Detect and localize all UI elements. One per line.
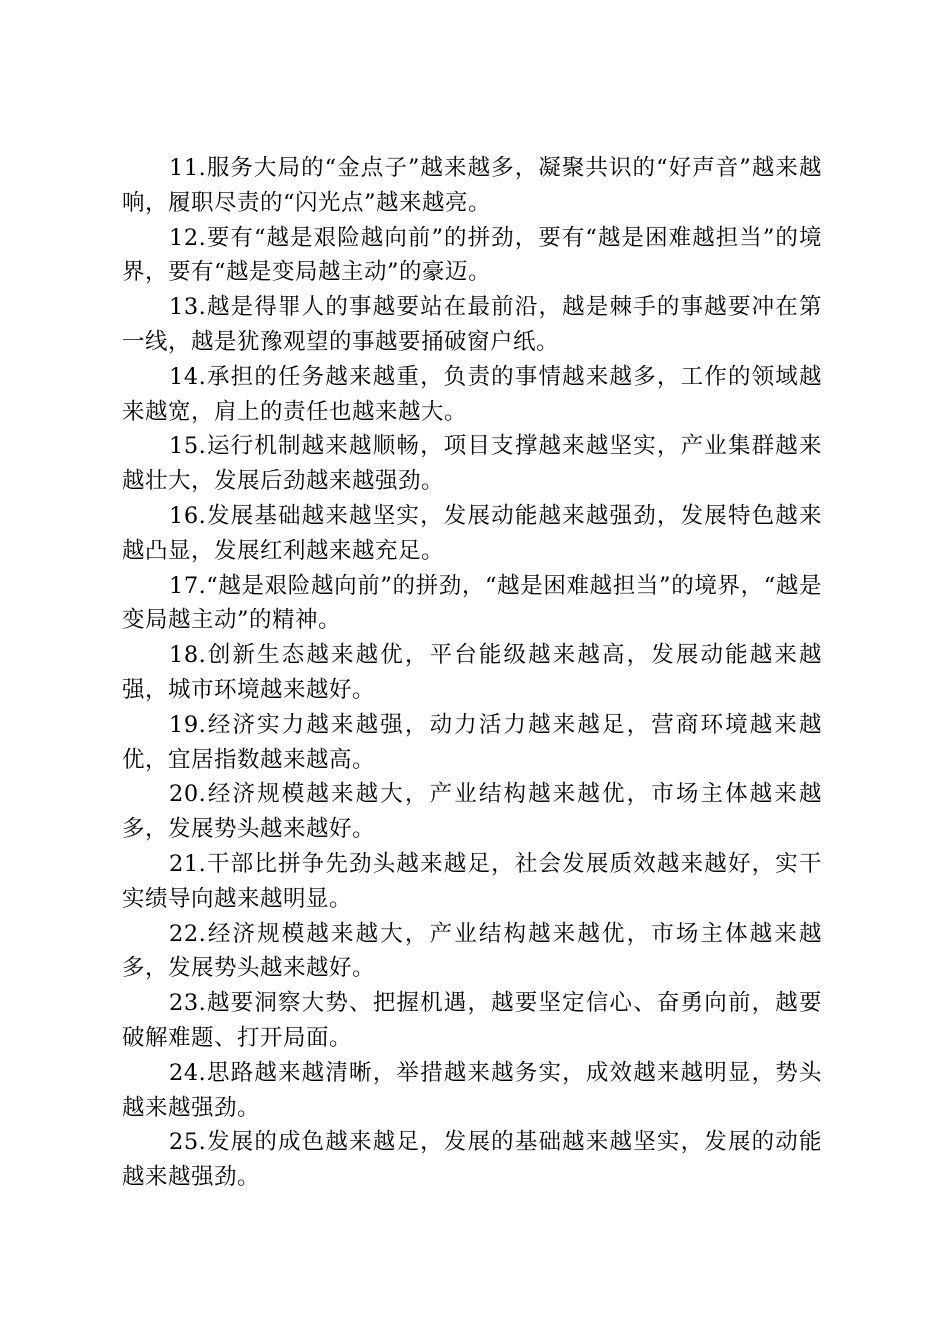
paragraph-12: 12.要有“越是艰险越向前”的拼劲，要有“越是困难越担当”的境界，要有“越是变局越主动”的豪迈。 [122, 224, 822, 286]
paragraph-20: 20.经济规模越来越大，产业结构越来越优，市场主体越来越多，发展势头越来越好。 [122, 781, 822, 843]
paragraph-11: 11.服务大局的“金点子”越来越多，凝聚共识的“好声音”越来越响，履职尽责的“闪光点”越来越亮。 [122, 155, 822, 216]
paragraph-13: 13.越是得罪人的事越要站在最前沿，越是棘手的事越要冲在第一线，越是犹豫观望的事越要捅破窗户纸。 [122, 294, 822, 355]
document-body [122, 151, 822, 1195]
paragraph-14: 14.承担的任务越来越重，负责的事情越来越多，工作的领域越来越宽，肩上的责任也越来越大。 [122, 363, 822, 425]
paragraph-25: 25.发展的成色越来越足，发展的基础越来越坚实，发展的动能越来越强劲。 [122, 1129, 822, 1191]
paragraph-15: 15.运行机制越来越顺畅，项目支撑越来越坚实，产业集群越来越壮大，发展后劲越来越强劲。 [122, 433, 822, 495]
paragraph-16: 16.发展基础越来越坚实，发展动能越来越强劲，发展特色越来越凸显，发展红利越来越充足。 [122, 502, 822, 564]
paragraph-19: 19.经济实力越来越强，动力活力越来越足，营商环境越来越优，宜居指数越来越高。 [122, 711, 822, 773]
paragraph-18: 18.创新生态越来越优，平台能级越来越高，发展动能越来越强，城市环境越来越好。 [122, 642, 822, 703]
paragraph-23: 23.越要洞察大势、把握机遇，越要坚定信心、奋勇向前，越要破解难题、打开局面。 [122, 990, 822, 1051]
paragraph-21: 21.干部比拼争先劲头越来越足，社会发展质效越来越好，实干实绩导向越来越明显。 [122, 850, 822, 912]
paragraph-17: 17.“越是艰险越向前”的拼劲，“越是困难越担当”的境界，“越是变局越主动”的精神。 [122, 572, 822, 634]
paragraph-24: 24.思路越来越清晰，举措越来越务实，成效越来越明显，势头越来越强劲。 [122, 1059, 822, 1121]
paragraph-22: 22.经济规模越来越大，产业结构越来越优，市场主体越来越多，发展势头越来越好。 [122, 920, 822, 982]
